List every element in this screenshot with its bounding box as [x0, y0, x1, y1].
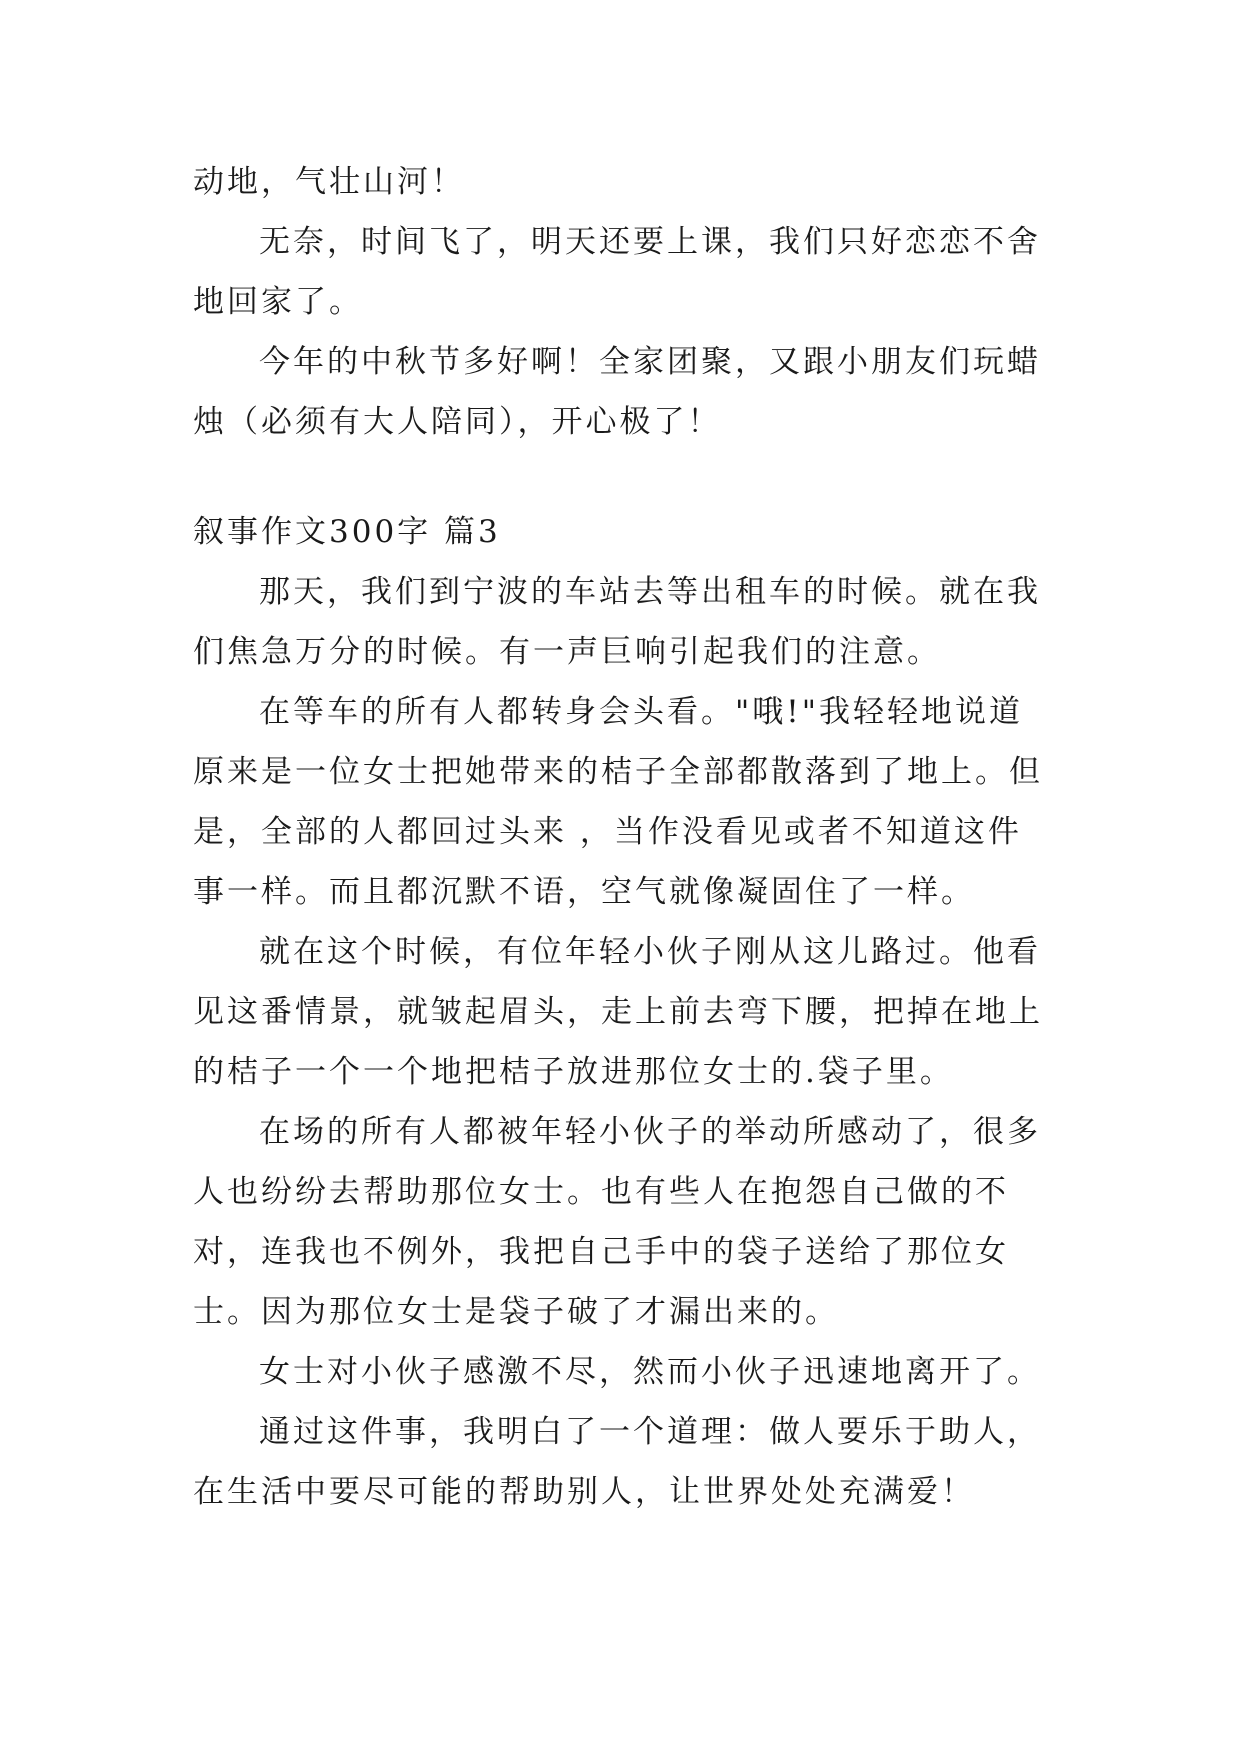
paragraph-2: 在等车的所有人都转身会头看。"哦!"我轻轻地说道原来是一位女士把她带来的桔子全部都散落到了地上。但是，全部的人都回过头来 ，当作没看见或者不知道这件事一样。而且都沉默不语，空气就像凝固住了一样。: [193, 694, 1043, 910]
paragraph-3: 就在这个时候，有位年轻小伙子刚从这儿路过。他看见这番情景，就皱起眉头，走上前去弯下腰，把掉在地上的桔子一个一个地把桔子放进那位女士的.袋子里。: [193, 934, 1043, 1090]
paragraph-5: 女士对小伙子感激不尽，然而小伙子迅速地离开了。: [259, 1354, 1041, 1390]
paragraph-going-home: 无奈，时间飞了，明天还要上课，我们只好恋恋不舍地回家了。: [193, 224, 1041, 320]
paragraph-mid-autumn: 今年的中秋节多好啊！全家团聚，又跟小朋友们玩蜡烛（必须有大人陪同），开心极了！: [193, 344, 1041, 440]
paragraph-6: 通过这件事，我明白了一个道理：做人要乐于助人，在生活中要尽可能的帮助别人，让世界处处充满爱！: [193, 1414, 1041, 1510]
section-title: 叙事作文300字 篇3: [193, 514, 501, 550]
paragraph-continuation: 动地，气壮山河！: [193, 164, 465, 200]
paragraph-4: 在场的所有人都被年轻小伙子的举动所感动了，很多人也纷纷去帮助那位女士。也有些人在抱怨自己做的不对，连我也不例外，我把自己手中的袋子送给了那位女士。因为那位女士是袋子破了才漏出来的。: [193, 1114, 1041, 1330]
paragraph-1: 那天，我们到宁波的车站去等出租车的时候。就在我们焦急万分的时候。有一声巨响引起我们的注意。: [193, 574, 1041, 670]
